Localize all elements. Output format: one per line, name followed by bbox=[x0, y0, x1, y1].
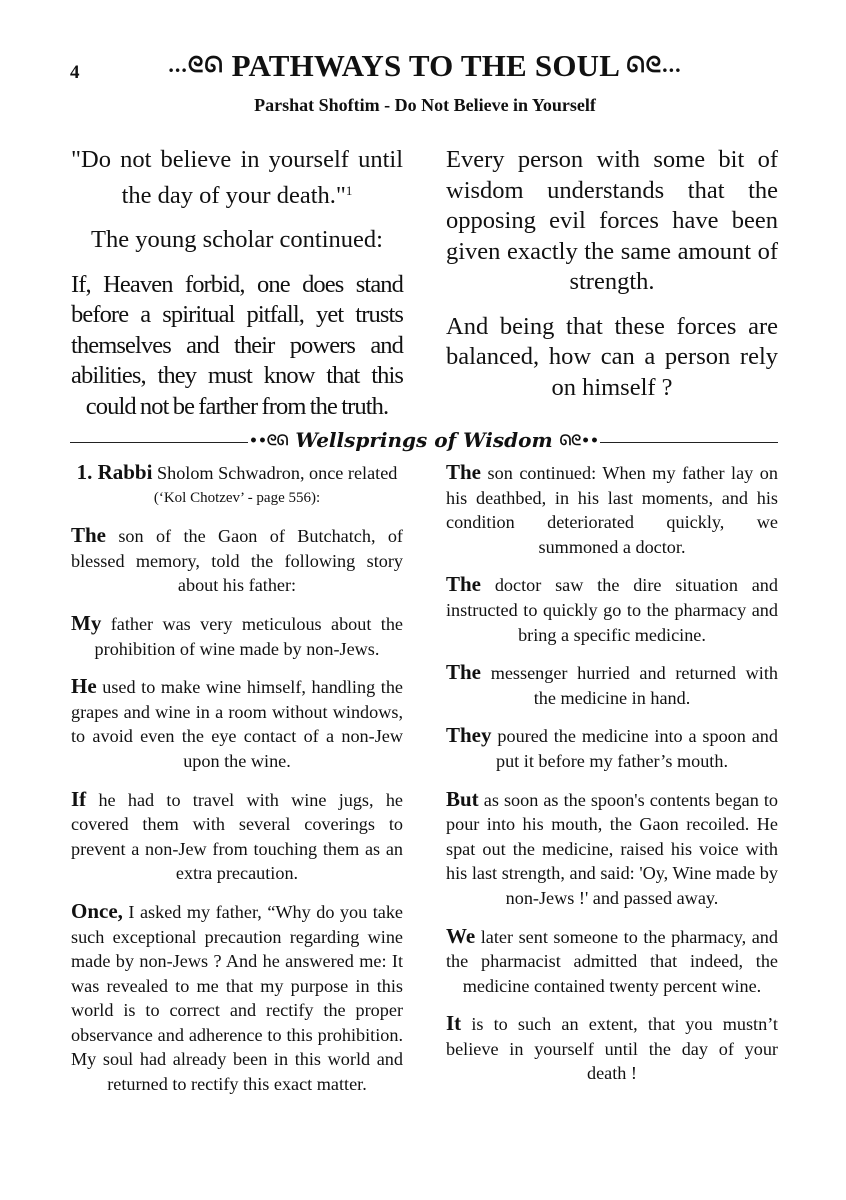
divider-ornament-left: ••ᘓᘏ bbox=[249, 433, 289, 449]
page-subtitle: Parshat Shoftim - Do Not Believe in Yourself bbox=[254, 95, 596, 115]
lead-word: The bbox=[446, 460, 482, 484]
story-paragraph bbox=[71, 460, 403, 510]
story-paragraph bbox=[71, 787, 403, 886]
paragraph-text: later sent someone to the pharmacy, and the pharmacist admitted that indeed, the medicine contained twenty percent wine. bbox=[446, 926, 778, 996]
intro-paragraph: Every person with some bit of wisdom understands that the opposing evil forces have been given exactly the same amount of strength. bbox=[446, 146, 778, 295]
divider-line-right bbox=[600, 442, 778, 443]
paragraph-text: he had to travel with wine jugs, he covered them with several coverings to prevent a non-Jew from touching them as an extra precaution. bbox=[71, 789, 403, 884]
quote-text: "Do not believe in yourself until the day of your death." bbox=[71, 146, 403, 209]
story-paragraph bbox=[446, 723, 778, 773]
intro-column-right bbox=[446, 145, 778, 417]
story-paragraph bbox=[71, 611, 403, 661]
lead-word: The bbox=[446, 572, 482, 597]
intro-paragraph: If, Heaven forbid, one does stand before a spiritual pitfall, yet trusts themselves and their powers and abilities, they must know that this could not be farther from the truth. bbox=[71, 270, 403, 420]
lead-word: My bbox=[71, 610, 102, 635]
intro-paragraph: The young scholar continued: bbox=[91, 226, 383, 253]
divider-heading bbox=[248, 428, 600, 452]
paragraph-text: son continued: When my father lay on his deathbed, in his last moments, and his condition deteriorated quickly, we summoned a doctor. bbox=[446, 463, 778, 557]
paragraph-text: I asked my father, “Why do you take such exceptional precaution regarding wine made by non-Jews ? And he answered me: It was revealed to me that my purpose in this world is to correct and rectify the proper observance and adherence to this prohibition. My soul had already been in this world and returned to rectify this exact matter. bbox=[71, 901, 403, 1095]
lead-word: But bbox=[446, 786, 479, 811]
lead-word: He bbox=[71, 674, 97, 699]
title-ornament-left: ...ᘓᘏ bbox=[168, 52, 224, 77]
lead-word: Once, bbox=[71, 898, 123, 923]
story-column-right bbox=[446, 460, 778, 1099]
lead-word: We bbox=[446, 923, 476, 948]
paragraph-text: is to such an extent, that you mustn’t believe in yourself until the day of your death ! bbox=[446, 1014, 778, 1084]
story-paragraph bbox=[446, 572, 778, 647]
paragraph-text: messenger hurried and returned with the medicine in hand. bbox=[481, 663, 778, 708]
lead-word: They bbox=[446, 723, 492, 748]
intro-paragraph: And being that these forces are balanced, how can a person rely on himself ? bbox=[446, 312, 778, 401]
paragraph-text: poured the medicine into a spoon and put it before my father’s mouth. bbox=[491, 726, 778, 771]
page-title bbox=[130, 48, 720, 84]
paragraph-text: father was very meticulous about the prohibition of wine made by non-Jews. bbox=[94, 613, 403, 659]
story-paragraph bbox=[71, 523, 403, 598]
intro-paragraph bbox=[71, 145, 403, 211]
story-paragraph bbox=[446, 924, 778, 999]
title-text: PATHWAYS TO THE SOUL bbox=[231, 48, 619, 83]
story-paragraph bbox=[446, 787, 778, 911]
divider-ornament-right: ᘏᘓ•• bbox=[559, 433, 599, 449]
paragraph-text: used to make wine himself, handling the grapes and wine in a room without windows, to avoid even the eye contact of a non-Jew upon the wine. bbox=[71, 677, 403, 771]
story-paragraph bbox=[446, 660, 778, 710]
divider-line-left bbox=[70, 442, 248, 443]
lead-word: If bbox=[71, 786, 87, 811]
divider-title: Wellsprings of Wisdom bbox=[295, 428, 553, 452]
story-paragraph bbox=[71, 899, 403, 1097]
intro-column-left bbox=[71, 145, 403, 436]
paragraph-text: as soon as the spoon's contents began to pour into his mouth, the Gaon recoiled. He spat out the medicine, raised his voice with his last strength, and said: 'Oy, Wine made by non-Jews !' and passed away. bbox=[446, 789, 778, 908]
story-paragraph bbox=[71, 674, 403, 773]
story-paragraph bbox=[446, 1011, 778, 1086]
lead-word: 1. Rabbi bbox=[76, 460, 153, 484]
title-ornament-right: ᘏᘓ... bbox=[626, 52, 682, 77]
page-number: 4 bbox=[70, 62, 80, 83]
section-divider bbox=[70, 428, 778, 456]
story-paragraph bbox=[446, 460, 778, 559]
lead-word: The bbox=[446, 660, 482, 685]
paragraph-text: doctor saw the dire situation and instructed to quickly go to the pharmacy and bring a specific medicine. bbox=[446, 575, 778, 645]
story-column-left bbox=[71, 460, 403, 1110]
lead-word: It bbox=[446, 1011, 462, 1036]
source-citation: (‘Kol Chotzev’ - page 556): bbox=[153, 489, 321, 506]
paragraph-text: Sholom Schwadron, once related bbox=[152, 463, 398, 483]
footnote-marker: 1 bbox=[345, 182, 353, 198]
lead-word: The bbox=[71, 523, 107, 548]
paragraph-text: son of the Gaon of Butchatch, of blessed memory, told the following story about his father: bbox=[71, 526, 403, 596]
